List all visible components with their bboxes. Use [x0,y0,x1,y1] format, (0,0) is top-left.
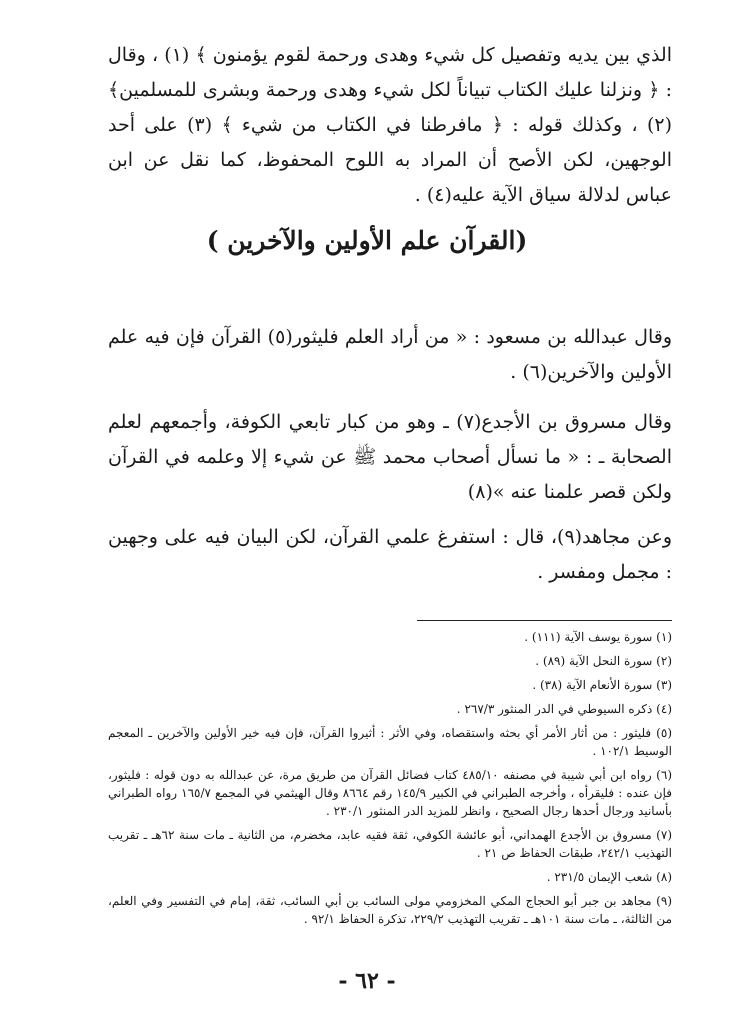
intro-block [108,38,672,213]
footnote-divider [417,620,672,621]
footnote: (٩) مجاهد بن جبر أبو الحجاج المكي المخزومي مولى السائب بن أبي السائب، ثقة، إمام في التفسير وفي العلم، من الثالثة، ـ مات سنة ١٠١هـ ـ تقريب التهذيب ٢٢٩/٢، تذكرة الحفاظ ٩٢/١ . [108,894,672,926]
paragraph-masruq: وقال مسروق بن الأجدع(٧) ـ وهو من كبار تابعي الكوفة، وأجمعهم لعلم الصحابة ـ : « ما نسأل أصحاب محمد ﷺ عن شيء إلا وعلمه في القرآن ولكن قصر علمنا عنه »(٨) [108,411,672,503]
footnote: (٧) مسروق بن الأجدع الهمداني، أبو عائشة الكوفي، ثقة فقيه عابد، مخضرم، من الثانية ـ مات سنة ٦٢هـ ـ تقريب التهذيب ٢٤٢/١، طبقات الحفاظ ص ٢١ . [108,828,672,860]
body-paragraph-3 [108,520,672,590]
footnote: (٢) سورة النحل الآية (٨٩) . [535,654,672,668]
page-number: - ٦٢ - [338,968,396,994]
footnote: (٦) رواه ابن أبي شيبة في مصنفه ٤٨٥/١٠ كتاب فضائل القرآن من طريق مرة، عن عبدالله به دون قوله : فليثور، فإن عنده : فليقرأه ، وأخرجه الطبراني في الكبير ١٤٥/٩ رقم ٨٦٦٤ وقال الهيثمي في المجمع ١٦٥/٧ رواه الطبراني بأسانيد ورجال أحدها رجال الصحيح ، وانظر للمزيد الدر المنثور ٢٣٠/١ . [108,768,672,818]
footnote: (٥) فليثور : من أثار الأمر أي بحثه واستقصاه، وفي الأثر : أثيروا القرآن، فإن فيه خير الأولين والآخرين ـ المعجم الوسيط ١٠٢/١ . [108,726,672,758]
footnote: (٣) سورة الأنعام الآية (٣٨) . [532,678,672,692]
paragraph-mujahid: وعن مجاهد(٩)، قال : استفرغ علمي القرآن، لكن البيان فيه على وجهين : مجمل ومفسر . [108,526,672,583]
footnotes [108,628,672,934]
section-title: (القرآن علم الأولين والآخرين ) [206,226,528,255]
body-paragraph-2 [108,405,672,510]
footnote: (٨) شعب الإيمان ٢٣١/٥ . [546,870,672,884]
footnote: (٤) ذكره السيوطي في الدر المنثور ٢٦٧/٣ . [456,702,672,716]
paragraph-ibn-masud: وقال عبدالله بن مسعود : « من أراد العلم فليثور(٥) القرآن فإن فيه علم الأولين والآخرين(٦) . [108,326,672,383]
footnote: (١) سورة يوسف الآية (١١١) . [524,630,672,644]
intro-paragraph: الذي بين يديه وتفصيل كل شيء وهدى ورحمة لقوم يؤمنون ﴾ (١) ، وقال : ﴿ ونزلنا عليك الكتاب تبياناً لكل شيء وهدى ورحمة وبشرى للمسلمين﴾(٢) ، وكذلك قوله : ﴿ مافرطنا في الكتاب من شيء ﴾ (٣) على أحد الوجهين، لكن الأصح أن المراد به اللوح المحفوظ، كما نقل عن ابن عباس لدلالة سياق الآية عليه(٤) . [108,44,672,206]
body-paragraph-1 [108,320,672,390]
